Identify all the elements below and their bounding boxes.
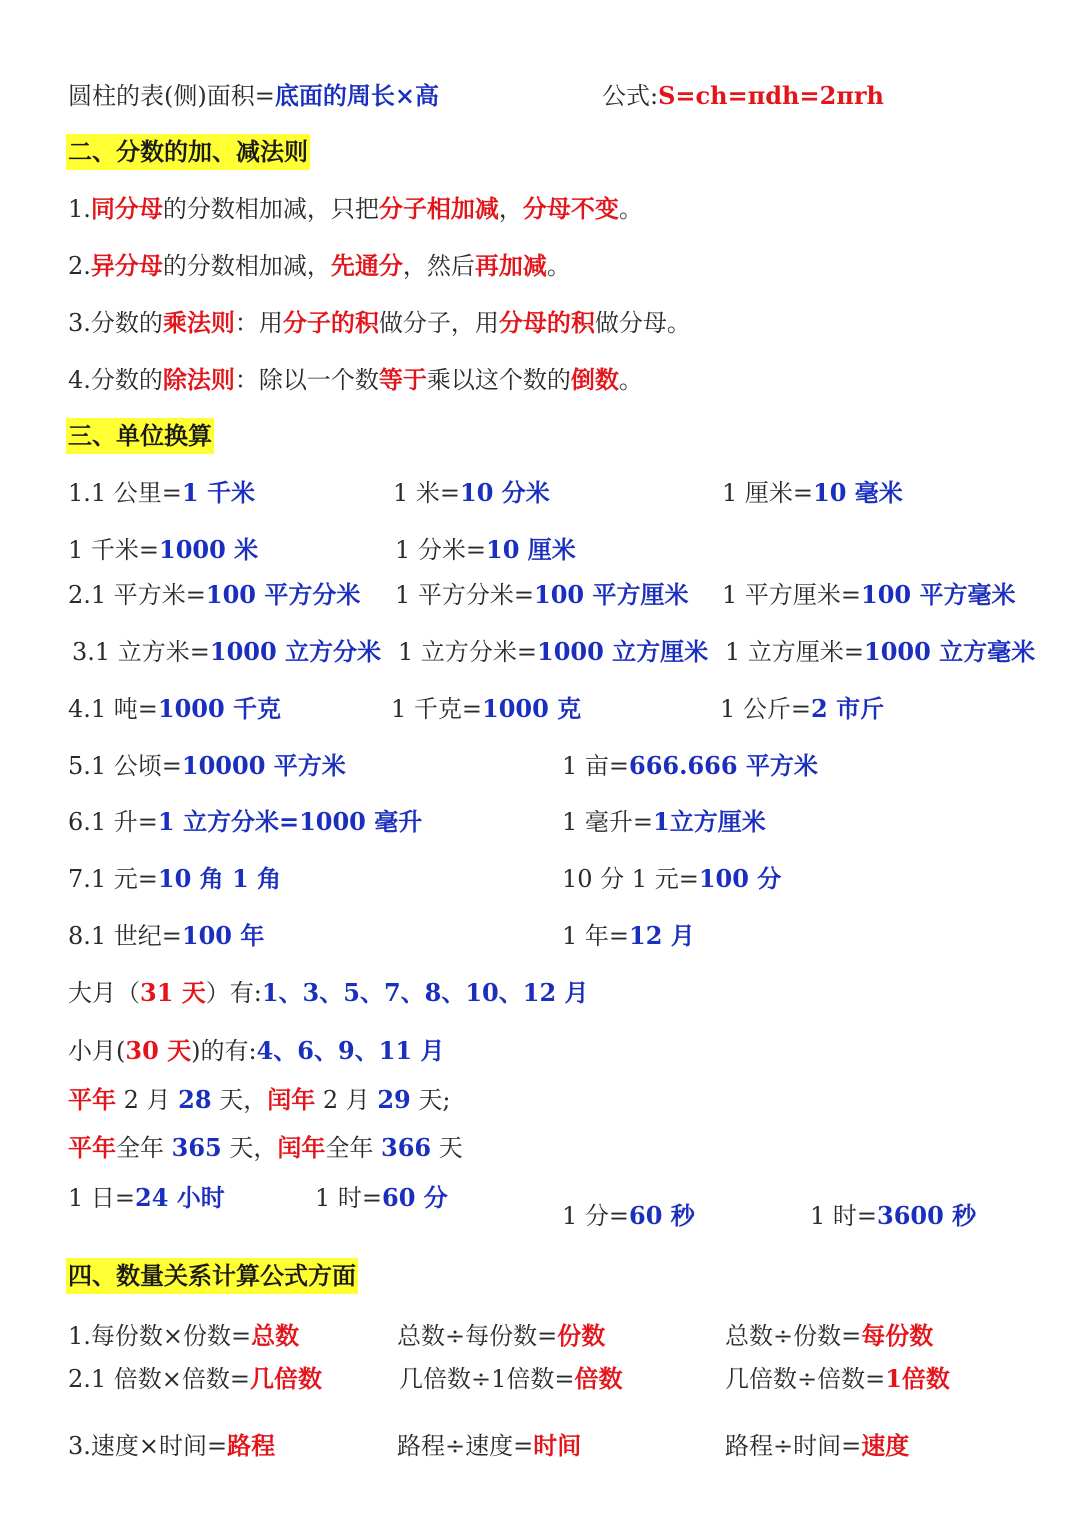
plain-text: 2 月 — [315, 1086, 378, 1114]
highlight-red-text: 分子的积 — [282, 308, 379, 337]
plain-text: 3.1 立方米= — [72, 638, 210, 666]
plain-text: 1 年= — [562, 922, 630, 950]
highlight-red-text: 平年 — [68, 1085, 116, 1114]
highlight-red-text: 异分母 — [90, 251, 163, 280]
text-line — [68, 364, 643, 396]
plain-text: 的分数相加减， — [162, 252, 331, 280]
plain-text: 乘以这个数的 — [426, 366, 571, 394]
plain-text: 天， — [211, 1086, 268, 1114]
plain-text: 1 日= — [68, 1184, 136, 1212]
highlight-blue-text: 100 平方分米 — [205, 580, 361, 609]
plain-text: 1 时= — [315, 1184, 383, 1212]
plain-text: 3.速度×时间= — [68, 1432, 228, 1460]
plain-text: 路程÷速度= — [397, 1432, 534, 1460]
plain-text: 1 分= — [562, 1202, 630, 1230]
text-line — [315, 1182, 448, 1214]
highlight-blue-text: 10 分米 — [460, 478, 550, 507]
plain-text: 2 月 — [116, 1086, 179, 1114]
highlight-red-text: 31 天 — [140, 978, 206, 1007]
highlight-blue-text: 29 — [377, 1085, 411, 1114]
plain-text: 公式: — [602, 82, 659, 110]
highlight-blue-text: 3600 秒 — [877, 1201, 977, 1230]
text-line — [68, 579, 360, 611]
highlight-blue-text: 12 月 — [629, 921, 695, 950]
plain-text: ， — [498, 195, 523, 223]
highlight-red-text: 等于 — [378, 365, 427, 394]
plain-text: 1 平方分米= — [395, 581, 535, 609]
plain-text: 圆柱的表(侧)面积= — [68, 82, 275, 110]
plain-text: 6.1 升= — [68, 808, 158, 836]
text-line — [562, 920, 695, 952]
plain-text: 总数÷每份数= — [397, 1322, 558, 1350]
highlight-blue-text: 10000 平方米 — [181, 751, 346, 780]
highlight-red-text: 平年 — [68, 1133, 116, 1162]
plain-text: 小月( — [68, 1037, 126, 1065]
highlight-red-text: 时间 — [533, 1431, 582, 1460]
highlight-blue-text: 4、6、9、11 月 — [256, 1036, 445, 1065]
text-line — [562, 1200, 695, 1232]
highlight-red-text: 路程 — [227, 1431, 276, 1460]
plain-text: 1 千克= — [391, 695, 483, 723]
highlight-blue-text: 1000 米 — [159, 535, 259, 564]
plain-text: 1 平方厘米= — [722, 581, 862, 609]
text-line — [68, 863, 281, 895]
highlight-red-text: 分母不变 — [522, 194, 619, 223]
highlight-blue-text: 24 小时 — [135, 1183, 225, 1212]
plain-text: 做分母。 — [594, 309, 691, 337]
highlight-blue-text: 1000 立方毫米 — [864, 637, 1036, 666]
text-line — [68, 750, 346, 782]
plain-text: 天; — [410, 1086, 451, 1114]
text-line — [68, 307, 691, 339]
text-line — [562, 806, 766, 838]
plain-text: 做分子，用 — [378, 309, 499, 337]
plain-text: 4.1 吨= — [68, 695, 158, 723]
highlight-red-text: 闰年 — [277, 1133, 326, 1162]
text-line — [68, 250, 571, 282]
highlight-red-text: 份数 — [557, 1321, 606, 1350]
text-line — [395, 534, 576, 566]
plain-text: 几倍数÷1倍数= — [399, 1365, 575, 1393]
plain-text: 。 — [618, 366, 643, 394]
highlight-blue-text: 1000 立方分米 — [209, 637, 382, 666]
plain-text: 1 米= — [393, 479, 461, 507]
highlight-blue-text: 666.666 平方米 — [629, 751, 818, 780]
highlight-blue-text: 10 角 1 角 — [157, 864, 282, 893]
text-line — [602, 80, 884, 112]
highlight-red-text: 乘法则 — [162, 308, 235, 337]
highlight-blue-text: 100 平方厘米 — [534, 580, 689, 609]
highlight-red-text: 再加减 — [474, 251, 547, 280]
highlight-blue-text: 28 — [178, 1085, 212, 1114]
highlight-blue-text: 100 分 — [698, 864, 782, 893]
text-line — [397, 1320, 605, 1352]
text-line — [562, 863, 781, 895]
highlight-blue-text: 60 分 — [382, 1183, 448, 1212]
text-line — [68, 534, 258, 566]
text-line — [68, 1084, 450, 1116]
highlight-blue-text: 1 千米 — [181, 478, 255, 507]
highlight-blue-text: 10 毫米 — [813, 478, 903, 507]
plain-text: 。 — [618, 195, 643, 223]
text-line — [562, 750, 818, 782]
highlight-blue-text: 365 — [171, 1133, 222, 1162]
plain-text: 5.1 公顷= — [68, 752, 182, 780]
plain-text: 1 时= — [810, 1202, 878, 1230]
text-line — [810, 1200, 976, 1232]
text-line — [68, 1363, 322, 1395]
highlight-blue-text: 1 立方分米= — [157, 807, 300, 836]
plain-text: 1.1 公里= — [68, 479, 182, 507]
highlight-red-text: S=ch=πdh=2πrh — [658, 81, 884, 110]
text-line — [68, 193, 643, 225]
text-line — [68, 806, 422, 838]
highlight-red-text: 几倍数 — [250, 1364, 323, 1393]
highlight-red-text: 除法则 — [162, 365, 235, 394]
plain-text: ）有: — [205, 979, 262, 1007]
plain-text: 1 立方分米= — [398, 638, 538, 666]
highlight-red-text: 闰年 — [267, 1085, 316, 1114]
text-line — [720, 693, 884, 725]
text-line — [725, 1320, 933, 1352]
plain-text: ：除以一个数 — [234, 366, 379, 394]
plain-text: 天， — [221, 1134, 278, 1162]
plain-text: ，然后 — [402, 252, 475, 280]
highlight-red-text: 30 天 — [125, 1036, 192, 1065]
text-line — [68, 1132, 463, 1164]
highlight-red-text: 倍数 — [574, 1364, 623, 1393]
highlight-blue-text: 1000 千克 — [157, 694, 282, 723]
text-line — [68, 477, 255, 509]
plain-text: 。 — [546, 252, 571, 280]
highlight-blue-text: 1、3、5、7、8、10、12 月 — [261, 978, 589, 1007]
plain-text: 全年 — [325, 1134, 382, 1162]
highlight-blue-text: 100 平方毫米 — [861, 580, 1016, 609]
plain-text: 2. — [68, 252, 91, 280]
plain-text: 1 公斤= — [720, 695, 812, 723]
highlight-blue-text: 100 年 — [181, 921, 265, 950]
text-line — [68, 920, 264, 952]
highlight-blue-text: 底面的周长×高 — [274, 81, 439, 110]
plain-text: 8.1 世纪= — [68, 922, 182, 950]
highlight-blue-text: 1000 立方厘米 — [537, 637, 709, 666]
plain-text: 1 毫升= — [562, 808, 654, 836]
highlight-red-text: 同分母 — [90, 194, 163, 223]
text-line — [722, 579, 1015, 611]
text-line — [68, 80, 439, 112]
highlight-blue-text: 1000 克 — [482, 694, 582, 723]
highlight-blue-text: 2 市斤 — [811, 694, 885, 723]
text-line — [68, 1430, 275, 1462]
highlight-red-text: 分母的积 — [498, 308, 595, 337]
section-heading: 四、数量关系计算公式方面 — [66, 1258, 358, 1294]
text-line — [725, 1430, 909, 1462]
plain-text: 的分数相加减，只把 — [162, 195, 379, 223]
plain-text: 1 分米= — [395, 536, 487, 564]
text-line — [725, 1363, 950, 1395]
plain-text: 全年 — [116, 1134, 172, 1162]
highlight-blue-text: 1000 毫升 — [299, 807, 423, 836]
text-line — [68, 977, 589, 1009]
plain-text: 1 千米= — [68, 536, 160, 564]
highlight-blue-text: 60 秒 — [629, 1201, 695, 1230]
plain-text: 总数÷份数= — [725, 1322, 862, 1350]
text-line — [397, 1430, 581, 1462]
text-line — [398, 636, 708, 668]
highlight-red-text: 先通分 — [330, 251, 403, 280]
plain-text: 1.每份数×份数= — [68, 1322, 252, 1350]
plain-text: 大月（ — [68, 979, 140, 1007]
plain-text: 10 分 1 元= — [562, 865, 699, 893]
highlight-red-text: 倒数 — [570, 365, 619, 394]
text-line — [68, 1320, 299, 1352]
highlight-red-text: 分子相加减 — [378, 194, 499, 223]
plain-text: 2.1 平方米= — [68, 581, 206, 609]
text-line — [68, 1035, 444, 1067]
plain-text: )的有: — [191, 1037, 257, 1065]
plain-text: 天 — [431, 1134, 463, 1162]
plain-text: 1. — [68, 195, 91, 223]
plain-text: 1 立方厘米= — [725, 638, 865, 666]
plain-text: 路程÷时间= — [725, 1432, 862, 1460]
plain-text: 1 亩= — [562, 752, 630, 780]
plain-text: 2.1 倍数×倍数= — [68, 1365, 251, 1393]
text-line — [393, 477, 550, 509]
plain-text: 3.分数的 — [68, 309, 163, 337]
highlight-red-text: 1倍数 — [885, 1364, 950, 1393]
text-line — [725, 636, 1035, 668]
text-line — [72, 636, 381, 668]
text-line — [68, 1182, 225, 1214]
section-heading: 三、单位换算 — [66, 418, 214, 454]
highlight-red-text: 每份数 — [861, 1321, 934, 1350]
highlight-blue-text: 10 厘米 — [486, 535, 576, 564]
text-line — [399, 1363, 623, 1395]
highlight-blue-text: 366 — [381, 1133, 432, 1162]
plain-text: 几倍数÷倍数= — [725, 1365, 886, 1393]
section-heading: 二、分数的加、减法则 — [66, 134, 310, 170]
highlight-blue-text: 1立方厘米 — [653, 807, 766, 836]
plain-text: ：用 — [234, 309, 283, 337]
highlight-red-text: 总数 — [251, 1321, 300, 1350]
plain-text: 4.分数的 — [68, 366, 163, 394]
plain-text: 1 厘米= — [722, 479, 814, 507]
plain-text: 7.1 元= — [68, 865, 158, 893]
highlight-red-text: 速度 — [861, 1431, 910, 1460]
text-line — [395, 579, 688, 611]
text-line — [391, 693, 581, 725]
text-line — [68, 693, 281, 725]
text-line — [722, 477, 903, 509]
